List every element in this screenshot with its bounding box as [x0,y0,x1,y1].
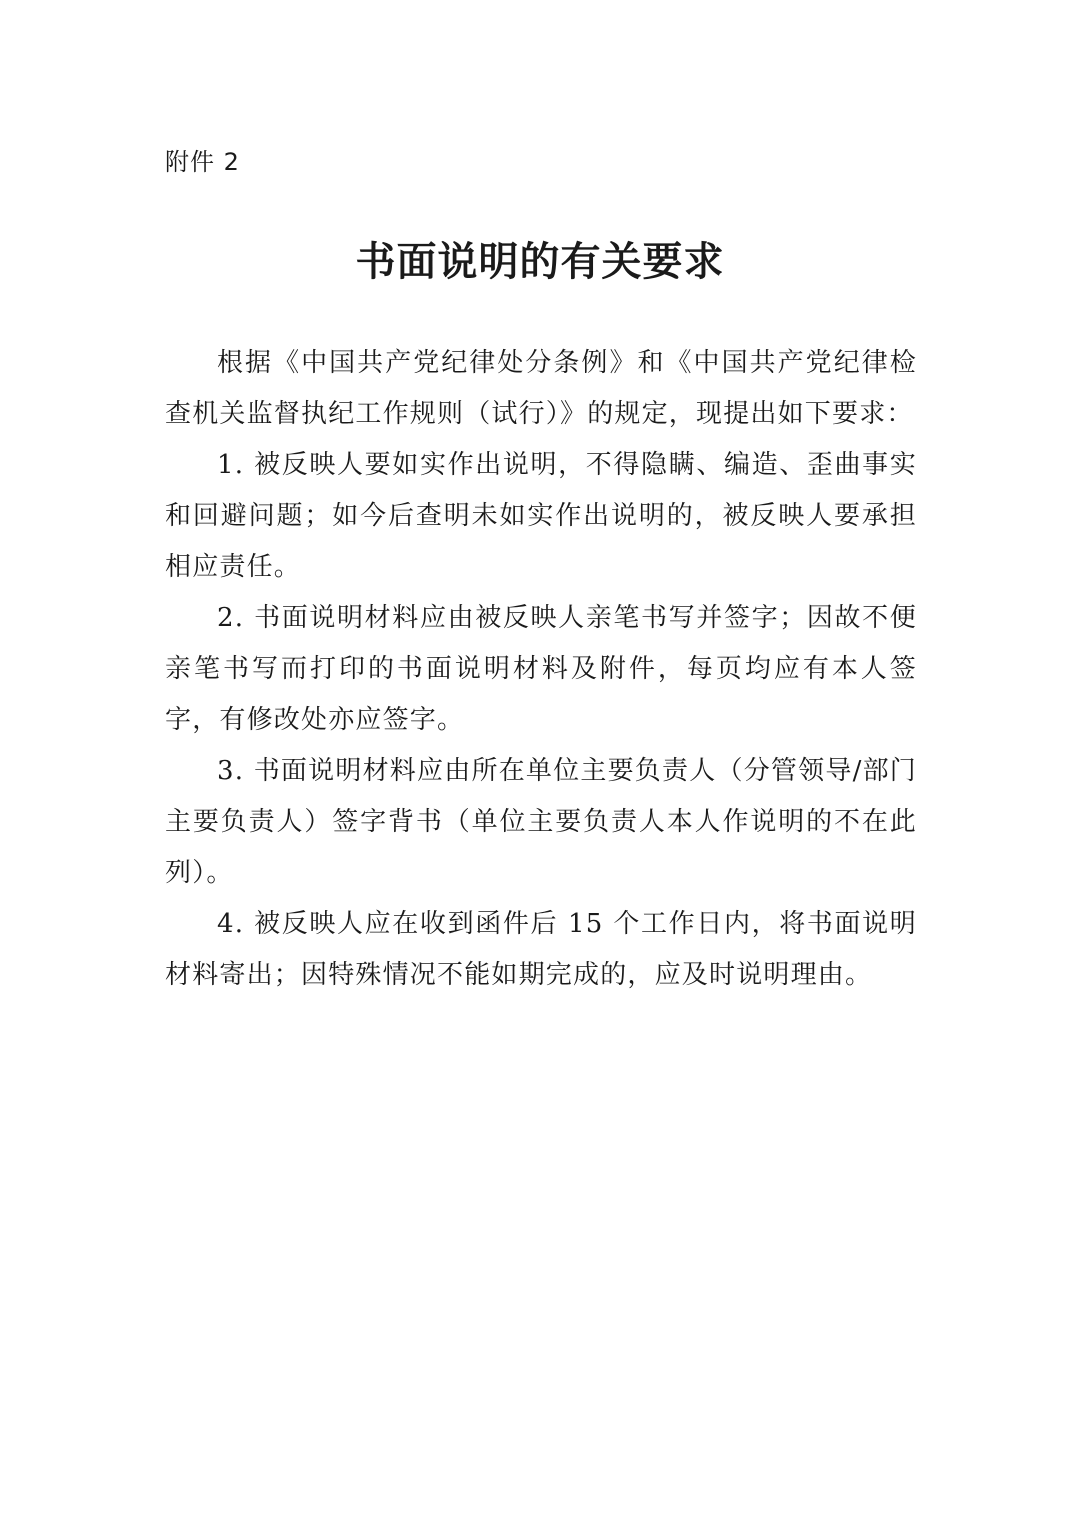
intro-paragraph: 根据《中国共产党纪律处分条例》和《中国共产党纪律检查机关监督执纪工作规则（试行）》的规定，现提出如下要求： [165,348,917,429]
requirement-item-3: 3. 书面说明材料应由所在单位主要负责人（分管领导/部门主要负责人）签字背书（单位主要负责人本人作说明的不在此列）。 [165,756,917,888]
document-body [165,338,917,1001]
document-title: 书面说明的有关要求 [355,239,725,285]
requirement-item-4: 4. 被反映人应在收到函件后 15 个工作日内，将书面说明材料寄出；因特殊情况不能如期完成的，应及时说明理由。 [165,909,917,990]
attachment-label: 附件 2 [165,148,240,176]
requirement-item-1: 1. 被反映人要如实作出说明，不得隐瞒、编造、歪曲事实和回避问题；如今后查明未如实作出说明的，被反映人要承担相应责任。 [165,450,917,582]
requirement-item-2: 2. 书面说明材料应由被反映人亲笔书写并签字；因故不便亲笔书写而打印的书面说明材料及附件，每页均应有本人签字，有修改处亦应签字。 [165,603,917,735]
